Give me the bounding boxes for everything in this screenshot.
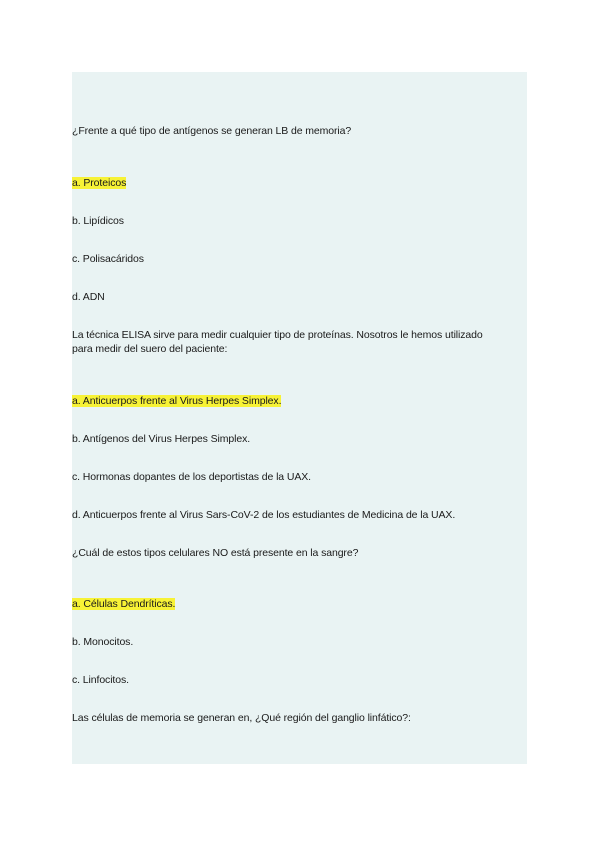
- question-3-answer-a: [72, 597, 175, 611]
- question-3-answer-c: c. Linfocitos.: [72, 674, 129, 686]
- question-1-answer-b: b. Lipídicos: [72, 215, 124, 227]
- question-2-answer-d: d. Anticuerpos frente al Virus Sars-CoV-2 de los estudiantes de Medicina de la UAX.: [72, 509, 456, 521]
- question-1-answer-d: d. ADN: [72, 291, 105, 303]
- question-2-prompt-line-1: La técnica ELISA sirve para medir cualquier tipo de proteínas. Nosotros le hemos utilizado: [72, 329, 483, 341]
- question-1-answer-c: c. Polisacáridos: [72, 253, 144, 265]
- question-3-prompt: ¿Cuál de estos tipos celulares NO está presente en la sangre?: [72, 547, 359, 559]
- question-4-prompt: Las células de memoria se generan en, ¿Qué región del ganglio linfático?:: [72, 712, 411, 724]
- question-2-answer-a: [72, 394, 281, 408]
- question-3-answer-b: b. Monocitos.: [72, 636, 134, 648]
- highlighted-answer: a. Proteicos: [72, 177, 127, 189]
- question-2-answer-b: b. Antígenos del Virus Herpes Simplex.: [72, 433, 251, 445]
- question-2-prompt-line-2: para medir del suero del paciente:: [72, 343, 228, 355]
- question-1-answer-a: [72, 176, 126, 190]
- highlighted-answer: a. Anticuerpos frente al Virus Herpes Simplex.: [72, 395, 282, 407]
- question-2-answer-c: c. Hormonas dopantes de los deportistas de la UAX.: [72, 471, 311, 483]
- highlighted-answer: a. Células Dendríticas.: [72, 598, 176, 610]
- question-1-prompt: ¿Frente a qué tipo de antígenos se generan LB de memoria?: [72, 125, 352, 137]
- document-panel: [72, 72, 527, 764]
